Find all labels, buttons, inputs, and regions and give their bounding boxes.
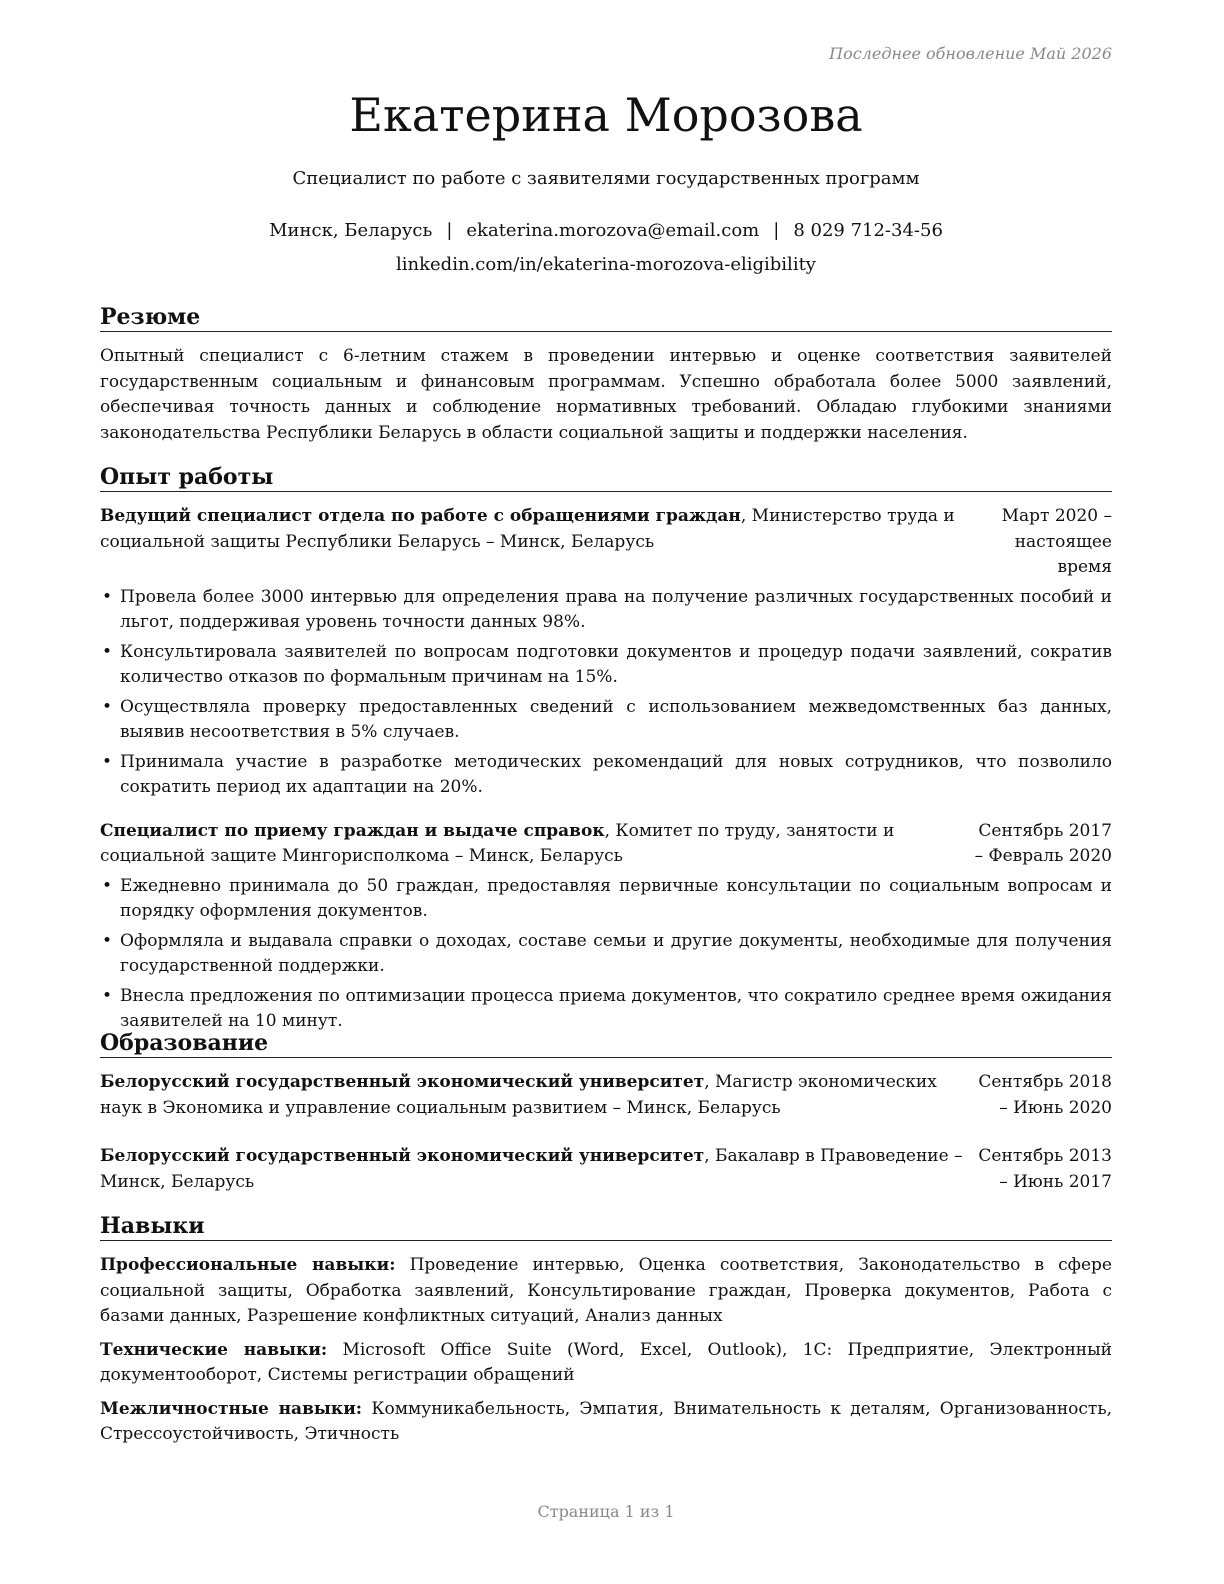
job-title: Специалист по работе с заявителями государственных программ — [292, 168, 920, 189]
section-title-education: Образование — [100, 1030, 1112, 1058]
education-dates: Сентябрь 2018 – Июнь 2020 — [978, 1072, 1112, 1118]
experience-section — [100, 464, 1112, 1039]
education-entry — [100, 1144, 1112, 1195]
summary-text: Опытный специалист с 6-летним стажем в проведении интервью и оценке соответствия заявителей государственным социальным и финансовым программам. Успешно обработала более 5000 заявлений, обеспечивая точность данных и соблюдение нормативных требований. Обладаю глубокими знаниями законодательства Республики Беларусь в области социальной защиты и поддержки населения. — [100, 346, 1112, 443]
page-number: Страница 1 из 1 — [537, 1502, 675, 1521]
phone-number: 8 029 712-34-56 — [793, 220, 943, 241]
list-item: • Принимала участие в разработке методических рекомендаций для новых сотрудников, что позволило сократить период их адаптации на 20%. — [100, 750, 1112, 801]
job-entry — [100, 819, 1112, 1035]
job-dates: Сентябрь 2017 – Февраль 2020 — [974, 820, 1112, 866]
last-updated: Последнее обновление Май 2026 — [829, 44, 1112, 63]
skills-section — [100, 1213, 1112, 1456]
job-entry — [100, 504, 1112, 801]
list-item: • Провела более 3000 интервью для определения права на получение различных государственных пособий и льгот, поддерживая уровень точности данных 98%. — [100, 585, 1112, 636]
education-school: Белорусский государственный экономический университет — [100, 1146, 705, 1166]
job-dates: Март 2020 – настоящее время — [1001, 506, 1112, 577]
section-title-skills: Навыки — [100, 1213, 1112, 1241]
job-role: Специалист по приему граждан и выдаче справок — [100, 820, 605, 841]
skill-value: Microsoft Office Suite (Word, Excel, Outlook), 1С: Предприятие, Электронный документооборот, Системы регистрации обращений — [100, 1339, 1112, 1385]
skill-label: Технические навыки: — [100, 1339, 328, 1360]
contact-line — [100, 220, 1112, 241]
education-school-degree — [100, 1070, 970, 1121]
education-entry — [100, 1070, 1112, 1121]
skill-value: Проведение интервью, Оценка соответствия, Законодательство в сфере социальной защиты, Обработка заявлений, Консультирование граждан, Проверка документов, Работа с базами данных, Разрешение конфликтных ситуаций, Анализ данных — [100, 1255, 1112, 1326]
list-item: • Ежедневно принимала до 50 граждан, предоставляя первичные консультации по социальным вопросам и порядку оформления документов. — [100, 874, 1112, 925]
job-header — [100, 819, 1112, 870]
section-title-summary: Резюме — [100, 304, 1112, 332]
list-item: • Оформляла и выдавала справки о доходах, составе семьи и другие документы, необходимые для получения государственной поддержки. — [100, 929, 1112, 980]
contact-separator: | — [446, 220, 453, 241]
person-name: Екатерина Морозова — [349, 88, 863, 142]
section-title-experience: Опыт работы — [100, 464, 1112, 492]
job-role-org — [100, 504, 970, 581]
job-header — [100, 504, 1112, 581]
skill-label: Профессиональные навыки: — [100, 1255, 396, 1275]
skill-group — [100, 1338, 1112, 1389]
contact-separator: | — [773, 220, 780, 241]
education-dates: Сентябрь 2013 – Июнь 2017 — [978, 1146, 1112, 1192]
education-degree: , Магистр экономических наук в Экономика и управление социальным развитием – Минск, Беларусь — [100, 1072, 937, 1118]
job-role-org — [100, 819, 970, 870]
skill-label: Межличностные навыки: — [100, 1398, 363, 1419]
skill-group — [100, 1253, 1112, 1330]
location: Минск, Беларусь — [269, 220, 433, 241]
job-bullets — [100, 874, 1112, 1035]
job-role: Ведущий специалист отдела по работе с обращениями граждан — [100, 506, 741, 526]
education-school-degree — [100, 1144, 970, 1195]
education-school: Белорусский государственный экономический университет — [100, 1072, 705, 1092]
job-bullets — [100, 585, 1112, 801]
skill-group — [100, 1397, 1112, 1448]
list-item: • Осуществляла проверку предоставленных сведений с использованием межведомственных баз данных, выявив несоответствия в 5% случаев. — [100, 695, 1112, 746]
education-degree: , Бакалавр в Правоведение – Минск, Беларусь — [100, 1146, 963, 1192]
job-org: , Комитет по труду, занятости и социальной защите Мингорисполкома – Минск, Беларусь — [100, 820, 895, 866]
linkedin-link[interactable]: linkedin.com/in/ekaterina-morozova-eligibility — [396, 254, 816, 275]
list-item: • Консультировала заявителей по вопросам подготовки документов и процедур подачи заявлений, сократив количество отказов по формальным причинам на 15%. — [100, 640, 1112, 691]
job-org: , Министерство труда и социальной защиты Республики Беларусь – Минск, Беларусь — [100, 506, 955, 552]
summary-section — [100, 304, 1112, 446]
skill-value: Коммуникабельность, Эмпатия, Внимательность к деталям, Организованность, Стрессоустойчивость, Этичность — [100, 1398, 1112, 1444]
list-item: • Внесла предложения по оптимизации процесса приема документов, что сократило среднее время ожидания заявителей на 10 минут. — [100, 984, 1112, 1035]
education-section — [100, 1030, 1112, 1195]
email-link[interactable]: ekaterina.morozova@email.com — [466, 220, 760, 241]
resume-page — [100, 0, 1112, 1584]
